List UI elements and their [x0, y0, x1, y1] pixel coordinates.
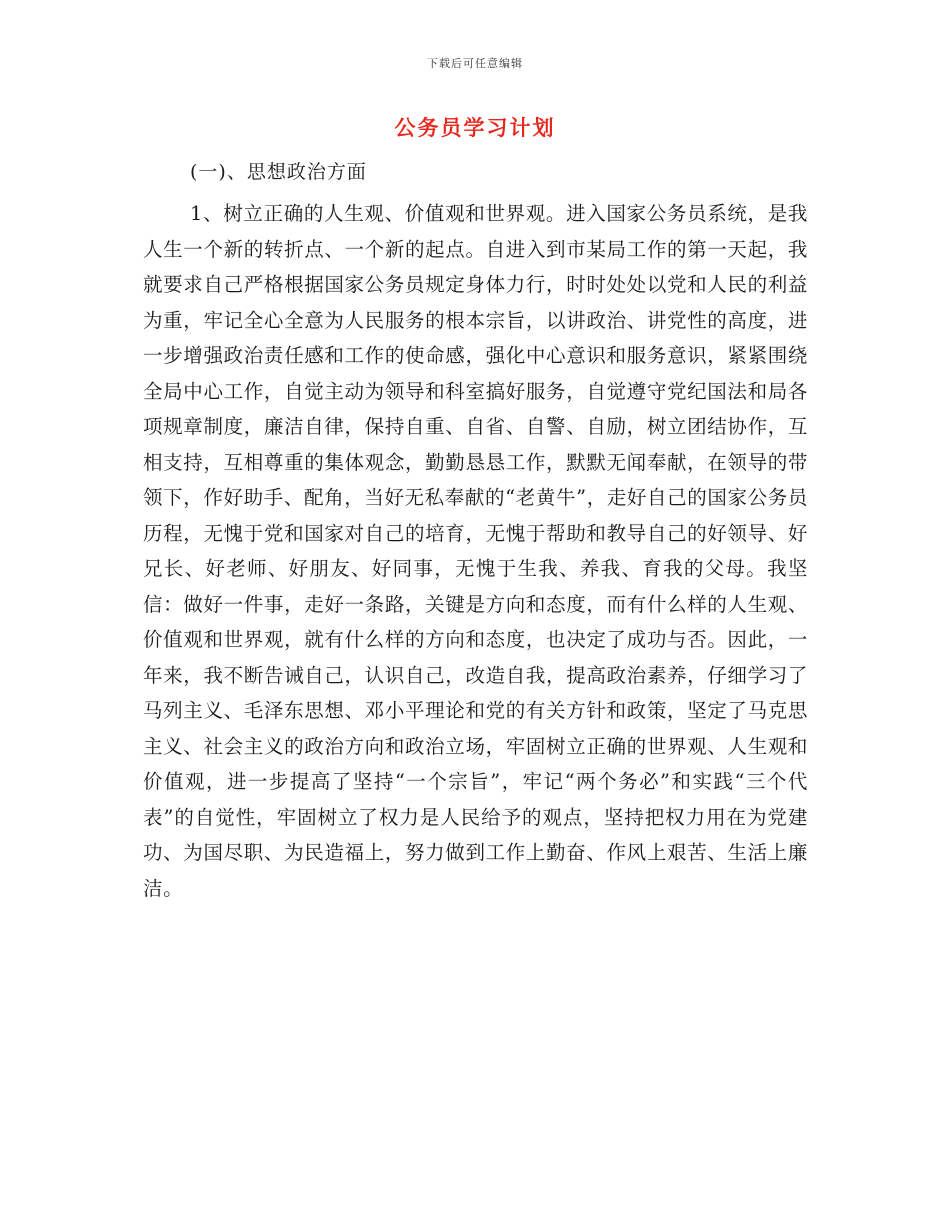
header-note: 下载后可任意编辑 [427, 57, 523, 70]
section-heading: (一)、思想政治方面 [190, 161, 367, 183]
document-title: 公务员学习计划 [394, 115, 556, 140]
body-paragraph: 1、树立正确的人生观、价值观和世界观。进入国家公务员系统，是我人生一个新的转折点、一个新的起点。自进入到市某局工作的第一天起，我就要求自己严格根据国家公务员规定身体力行，时时处处以党和人民的利益为重，牢记全心全意为人民服务的根本宗旨，以讲政治、讲党性的高度，进一步增强政治责任感和工作的使命感，强化中心意识和服务意识，紧紧围绕全局中心工作，自觉主动为领导和科室搞好服务，自觉遵守党纪国法和局各项规章制度，廉洁自律，保持自重、自省、自警、自励，树立团结协作，互相支持，互相尊重的集体观念，勤勤恳恳工作，默默无闻奉献，在领导的带领下，作好助手、配角，当好无私奉献的“老黄牛”，走好自己的国家公务员历程，无愧于党和国家对自己的培育，无愧于帮助和教导自己的好领导、好兄长、好老师、好朋友、好同事，无愧于生我、养我、育我的父母。我坚信：做好一件事，走好一条路，关键是方向和态度，而有什么样的人生观、价值观和世界观，就有什么样的方向和态度，也决定了成功与否。因此，一年来，我不断告诫自己，认识自己，改造自我，提高政治素养，仔细学习了马列主义、毛泽东思想、邓小平理论和党的有关方针和政策，坚定了马克思主义、社会主义的政治方向和政治立场，牢固树立正确的世界观、人生观和价值观，进一步提高了坚持“一个宗旨”，牢记“两个务必”和实践“三个代表”的自觉性，牢固树立了权力是人民给予的观点，坚持把权力用在为党建功、为国尽职、为民造福上，努力做到工作上勤奋、作风上艰苦、生活上廉洁。 [143, 202, 808, 900]
